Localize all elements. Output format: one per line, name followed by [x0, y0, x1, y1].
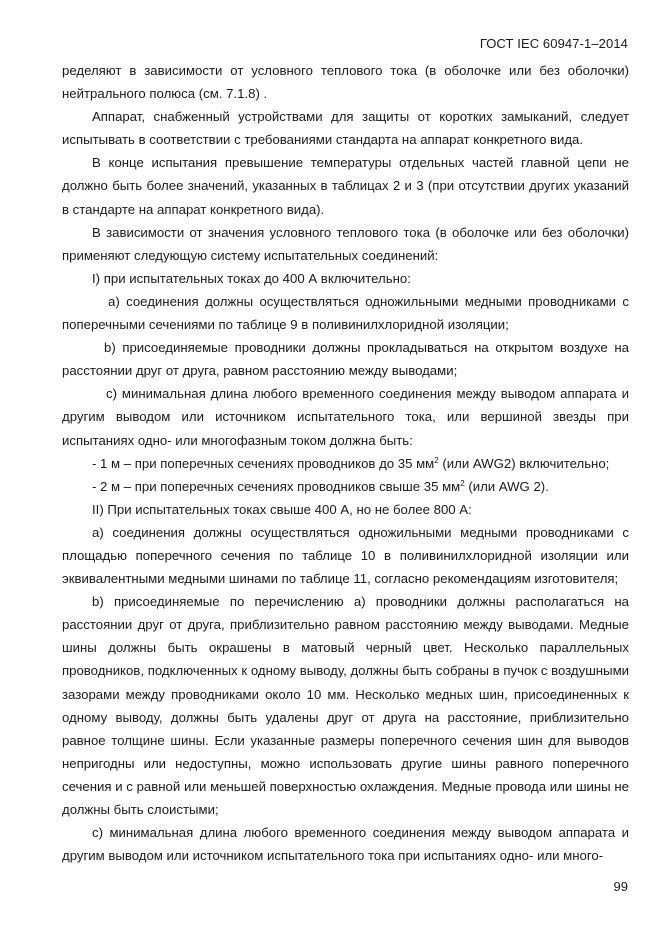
paragraph: Аппарат, снабженный устройствами для защиты от коротких замыканий, следует испытывать в соответствии с требованиями стандарта на аппарат конкретного вида.	[62, 109, 629, 148]
list-heading: II) При испытательных токах свыше 400 А, но не более 800 А:	[92, 501, 472, 517]
list-item: b) присоединяемые по перечислению а) проводники должны располагаться на расстоянии друг от друга, приблизительно равном расстоянию между выводами. Медные шины должны быть окрашены в матовый черный цвет. Несколько параллельных проводников, подключенных к одному выводу, должны быть собраны в пучок с воздушными зазорами между проводниками около 10 мм. Несколько медных шин, присоединенных к одному выводу, должны быть удалены друг от друга на расстояние, приблизительно равное толщине шины. Если указанные размеры поперечного сечения шин для выводов непригодны или недоступны, можно использовать другие шины равного поперечного сечения и с равной или меньшей поверхностью охлаждения. Медные провода или шины не должны быть слоистыми;	[62, 594, 629, 817]
list-item: с) минимальная длина любого временного соединения между выводом аппарата и другим выводом или источником испытательного тока, или вершиной звезды при испытаниях одно- или многофазным током должна быть:	[62, 386, 629, 448]
list-subitem: - 2 м – при поперечных сечениях проводников свыше 35 $мм^2$ (или AWG 2).	[92, 478, 549, 494]
page-number: 99	[613, 879, 628, 894]
list-item: а) соединения должны осуществляться одножильными медными проводниками с площадью поперечного сечения по таблице 10 в поливинилхлоридной изоляции или эквивалентными медными шинами по таблице 11, согласно рекомендациям изготовителя;	[62, 524, 629, 587]
list-item: а) соединения должны осуществляться одножильными медными проводниками с поперечными сечениями по таблице 9 в поливинилхлоридной изоляции;	[62, 293, 629, 333]
list-heading: I) при испытательных токах до 400 А включительно:	[92, 270, 411, 286]
paragraph: В конце испытания превышение температуры отдельных частей главной цепи не должно быть более значений, указанных в таблицах 2 и 3 (при отсутствии других указаний в стандарте на аппарат конкретного вида).	[62, 155, 629, 217]
list-item: b) присоединяемые проводники должны прокладываться на открытом воздухе на расстоянии друг от друга, равном расстоянию между выводами;	[62, 340, 629, 379]
page-body	[62, 59, 629, 867]
paragraph: ределяют в зависимости от условного теплового тока (в оболочке или без оболочки) нейтрального полюса (см. 7.1.8) .	[62, 63, 629, 102]
paragraph: В зависимости от значения условного теплового тока (в оболочке или без оболочки) применяют следующую систему испытательных соединений:	[62, 224, 629, 263]
list-item: с) минимальная длина любого временного соединения между выводом аппарата и другим выводом или источником испытательного тока при испытаниях одно- или много-	[62, 825, 629, 864]
document-header: ГОСТ IEC 60947-1–2014	[479, 36, 628, 51]
list-subitem: - 1 м – при поперечных сечениях проводников до 35 $мм^2$ (или AWG2) включительно;	[92, 455, 610, 471]
